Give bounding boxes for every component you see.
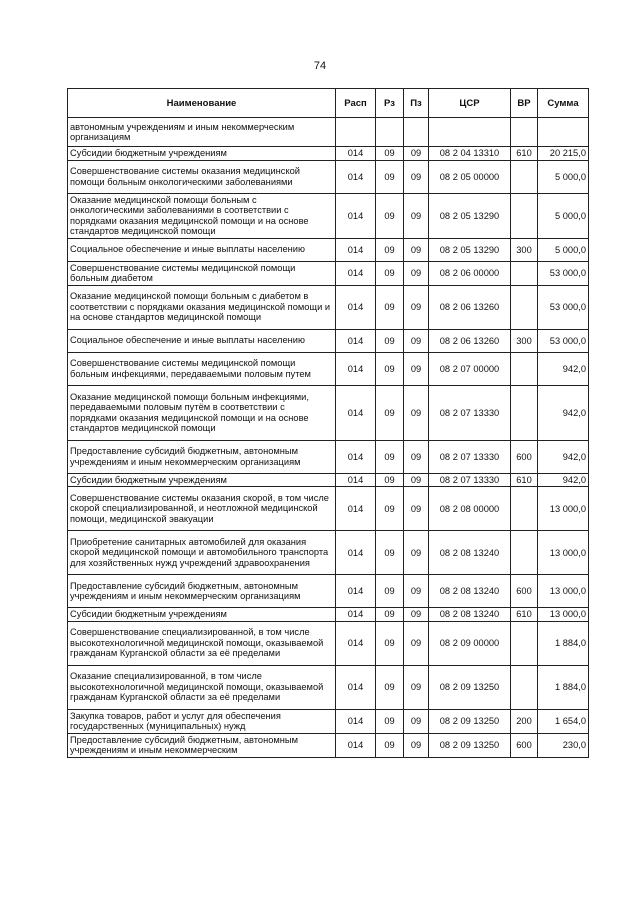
cell-pz: 09 [404,531,429,575]
table-row [68,385,589,440]
cell-name: Социальное обеспечение и иные выплаты населению [68,329,336,352]
cell-vr: 600 [511,733,538,757]
cell-name: Субсидии бюджетным учреждениям [68,473,336,487]
cell-vr [511,621,538,665]
table-row [68,329,589,352]
table-row [68,147,589,161]
cell-name: Предоставление субсидий бюджетным, автономным учреждениям и иным некоммерческим [68,733,336,757]
cell-rz: 09 [376,261,404,285]
cell-csr: 08 2 07 13330 [429,473,511,487]
cell-sum: 942,0 [538,385,589,440]
cell-name: Оказание специализированной, в том числе высокотехнологичной медицинской помощи, оказываемой гражданам Курганской области за её пределами [68,665,336,709]
cell-name: Социальное обеспечение и иные выплаты населению [68,238,336,261]
cell-vr: 600 [511,575,538,608]
cell-vr [511,160,538,193]
cell-vr [511,352,538,385]
cell-name: Предоставление субсидий бюджетным, автономным учреждениям и иным некоммерческим организациям [68,440,336,473]
cell-pz: 09 [404,621,429,665]
cell-sum: 13 000,0 [538,575,589,608]
cell-sum: 942,0 [538,440,589,473]
cell-rasp: 014 [336,285,376,329]
header-csr: ЦСР [429,89,511,118]
cell-vr: 200 [511,709,538,733]
cell-csr: 08 2 08 00000 [429,487,511,531]
cell-rasp: 014 [336,733,376,757]
table-row [68,352,589,385]
cell-rasp: 014 [336,238,376,261]
header-rasp: Расп [336,89,376,118]
cell-csr: 08 2 05 13290 [429,193,511,238]
cell-name: Оказание медицинской помощи больным инфекциями, передаваемыми половым путём в соответствии с порядками оказания медицинской помощи и на основе стандартов медицинской помощи [68,385,336,440]
cell-csr: 08 2 08 13240 [429,531,511,575]
cell-csr [429,118,511,147]
cell-name: Совершенствование системы медицинской помощи больным диабетом [68,261,336,285]
table-row [68,531,589,575]
cell-rasp: 014 [336,160,376,193]
cell-csr: 08 2 09 13250 [429,709,511,733]
cell-pz: 09 [404,608,429,622]
table-row [68,487,589,531]
cell-rz: 09 [376,531,404,575]
budget-table [67,88,589,758]
cell-sum: 942,0 [538,473,589,487]
cell-sum: 5 000,0 [538,160,589,193]
cell-sum: 1 884,0 [538,665,589,709]
cell-rasp: 014 [336,440,376,473]
cell-rasp: 014 [336,487,376,531]
table-row [68,238,589,261]
cell-sum: 230,0 [538,733,589,757]
table-row [68,160,589,193]
cell-csr: 08 2 05 00000 [429,160,511,193]
cell-sum: 5 000,0 [538,193,589,238]
cell-name: Совершенствование специализированной, в том числе высокотехнологичной медицинской помощи, оказываемой гражданам Курганской области за её пределами [68,621,336,665]
cell-name: Приобретение санитарных автомобилей для оказания скорой медицинской помощи и автомобильного транспорта для хозяйственных нужд учреждений здравоохранения [68,531,336,575]
cell-pz [404,118,429,147]
cell-sum: 53 000,0 [538,285,589,329]
header-vr: ВР [511,89,538,118]
cell-rasp: 014 [336,473,376,487]
cell-csr: 08 2 06 13260 [429,329,511,352]
table-row [68,575,589,608]
cell-pz: 09 [404,709,429,733]
table-row [68,709,589,733]
cell-vr: 600 [511,440,538,473]
cell-rz: 09 [376,285,404,329]
cell-pz: 09 [404,733,429,757]
cell-vr [511,531,538,575]
cell-rz: 09 [376,473,404,487]
cell-rasp: 014 [336,621,376,665]
cell-name: Совершенствование системы оказания скорой, в том числе скорой специализированной, и неотложной медицинской помощи, медицинской эвакуации [68,487,336,531]
cell-csr: 08 2 07 00000 [429,352,511,385]
cell-csr: 08 2 09 13250 [429,733,511,757]
cell-sum: 53 000,0 [538,329,589,352]
cell-vr: 610 [511,473,538,487]
cell-pz: 09 [404,665,429,709]
cell-rz: 09 [376,709,404,733]
header-rz: Рз [376,89,404,118]
cell-name: Субсидии бюджетным учреждениям [68,608,336,622]
cell-pz: 09 [404,261,429,285]
cell-pz: 09 [404,575,429,608]
cell-rasp: 014 [336,261,376,285]
cell-rasp: 014 [336,709,376,733]
cell-vr: 610 [511,147,538,161]
table-row [68,621,589,665]
cell-vr [511,665,538,709]
cell-rz: 09 [376,238,404,261]
cell-csr: 08 2 07 13330 [429,385,511,440]
cell-sum: 1 654,0 [538,709,589,733]
cell-rasp: 014 [336,147,376,161]
table-row [68,193,589,238]
cell-pz: 09 [404,385,429,440]
cell-rz: 09 [376,385,404,440]
cell-sum: 20 215,0 [538,147,589,161]
cell-name: Предоставление субсидий бюджетным, автономным учреждениям и иным некоммерческим организациям [68,575,336,608]
cell-csr: 08 2 08 13240 [429,608,511,622]
table-row [68,285,589,329]
header-sum: Сумма [538,89,589,118]
cell-vr: 610 [511,608,538,622]
cell-vr [511,487,538,531]
table-row [68,261,589,285]
cell-csr: 08 2 08 13240 [429,575,511,608]
cell-pz: 09 [404,160,429,193]
cell-sum [538,118,589,147]
cell-rasp: 014 [336,665,376,709]
table-row [68,608,589,622]
cell-pz: 09 [404,329,429,352]
cell-csr: 08 2 09 00000 [429,621,511,665]
page-number: 74 [313,60,327,72]
cell-csr: 08 2 07 13330 [429,440,511,473]
cell-vr: 300 [511,329,538,352]
cell-sum: 53 000,0 [538,261,589,285]
table-row [68,733,589,757]
cell-rasp: 014 [336,193,376,238]
cell-sum: 13 000,0 [538,531,589,575]
cell-rz: 09 [376,665,404,709]
cell-sum: 13 000,0 [538,608,589,622]
cell-sum: 942,0 [538,352,589,385]
cell-rasp: 014 [336,608,376,622]
cell-name: Оказание медицинской помощи больным с диабетом в соответствии с порядками оказания медицинской помощи и на основе стандартов медицинской помощи [68,285,336,329]
cell-rz: 09 [376,487,404,531]
cell-rz: 09 [376,621,404,665]
cell-rasp [336,118,376,147]
table-row [68,665,589,709]
cell-sum: 1 884,0 [538,621,589,665]
cell-rasp: 014 [336,352,376,385]
cell-csr: 08 2 06 00000 [429,261,511,285]
cell-name: Совершенствование системы медицинской помощи больным инфекциями, передаваемыми половым путем [68,352,336,385]
cell-vr [511,118,538,147]
cell-rz: 09 [376,440,404,473]
table-row [68,473,589,487]
cell-rasp: 014 [336,531,376,575]
cell-vr: 300 [511,238,538,261]
cell-pz: 09 [404,352,429,385]
cell-rz: 09 [376,352,404,385]
table-row [68,440,589,473]
table-header-row [68,89,589,118]
cell-rz: 09 [376,193,404,238]
cell-rasp: 014 [336,575,376,608]
cell-name: Субсидии бюджетным учреждениям [68,147,336,161]
cell-rz: 09 [376,575,404,608]
cell-name: Оказание медицинской помощи больным с онкологическими заболеваниями в соответствии с порядками оказания медицинской помощи и на основе стандартов медицинской помощи [68,193,336,238]
header-pz: Пз [404,89,429,118]
cell-vr [511,385,538,440]
cell-pz: 09 [404,487,429,531]
cell-vr [511,285,538,329]
header-name: Наименование [68,89,336,118]
cell-pz: 09 [404,285,429,329]
cell-name: Совершенствование системы оказания медицинской помощи больным онкологическими заболеваниями [68,160,336,193]
cell-sum: 5 000,0 [538,238,589,261]
cell-name: Закупка товаров, работ и услуг для обеспечения государственных (муниципальных) нужд [68,709,336,733]
cell-name: автономным учреждениям и иным некоммерческим организациям [68,118,336,147]
table-row [68,118,589,147]
cell-pz: 09 [404,440,429,473]
cell-rasp: 014 [336,329,376,352]
table-body [68,118,589,758]
cell-pz: 09 [404,193,429,238]
cell-rz: 09 [376,733,404,757]
cell-csr: 08 2 06 13260 [429,285,511,329]
cell-sum: 13 000,0 [538,487,589,531]
cell-pz: 09 [404,238,429,261]
cell-rz: 09 [376,160,404,193]
cell-pz: 09 [404,473,429,487]
cell-rasp: 014 [336,385,376,440]
cell-csr: 08 2 05 13290 [429,238,511,261]
cell-pz: 09 [404,147,429,161]
cell-rz: 09 [376,147,404,161]
cell-vr [511,261,538,285]
cell-rz: 09 [376,329,404,352]
cell-vr [511,193,538,238]
cell-rz: 09 [376,608,404,622]
cell-rz [376,118,404,147]
cell-csr: 08 2 09 13250 [429,665,511,709]
cell-csr: 08 2 04 13310 [429,147,511,161]
